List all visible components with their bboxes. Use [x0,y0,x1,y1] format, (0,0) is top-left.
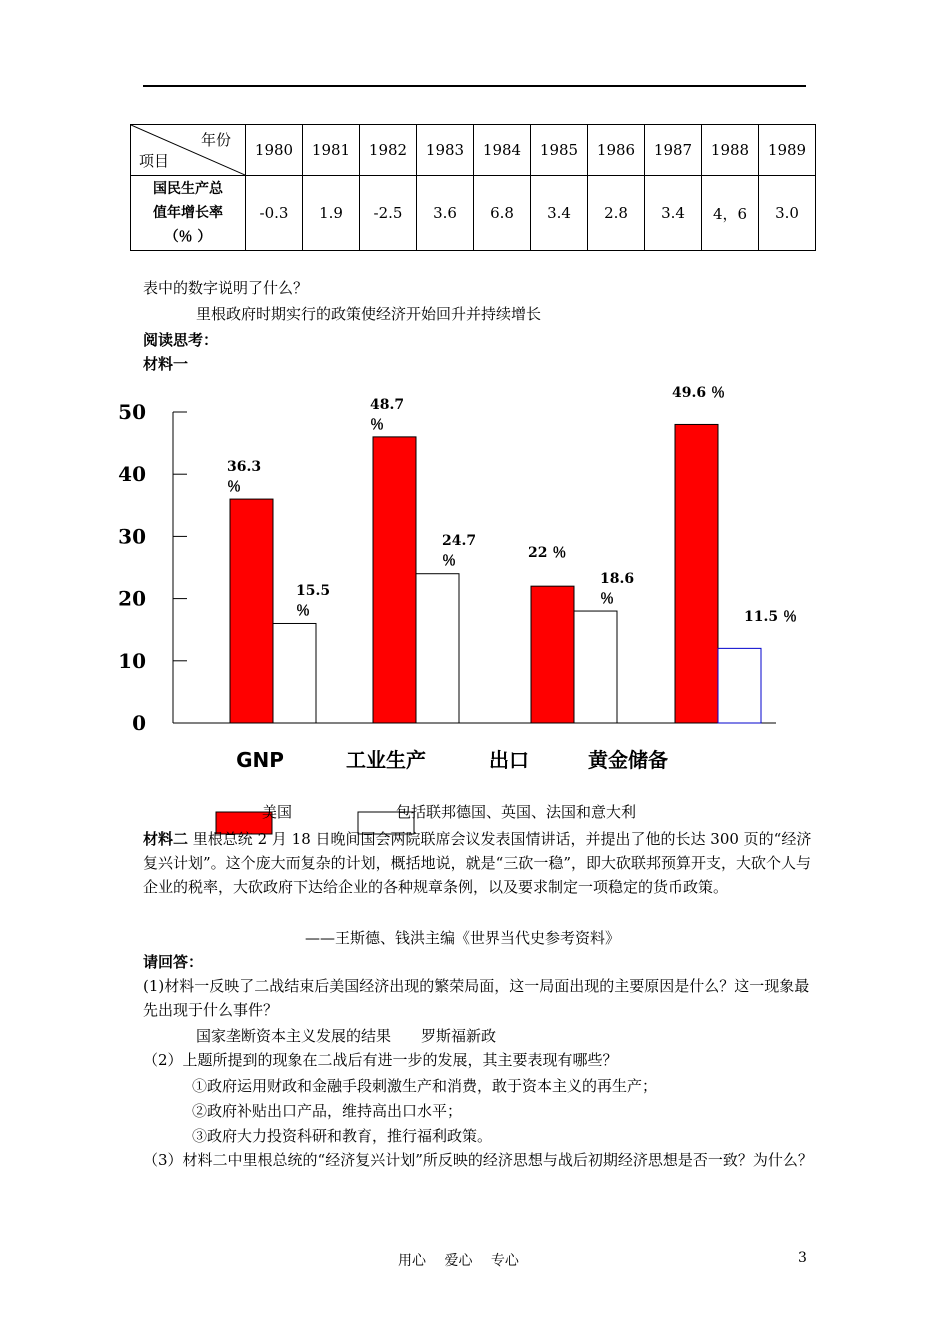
answer-heading: 请回答： [143,953,204,971]
bar-usa [373,437,416,723]
value-cell: 3.6 [417,176,474,251]
y-tick-label: 50 [118,400,146,424]
value-cell: 3.0 [759,176,816,251]
year-cell: 1981 [303,125,360,176]
material2-label: 材料二 [143,830,189,848]
table-header-row [131,125,816,176]
bar-europe [718,648,761,723]
header-item: 项目 [139,152,170,170]
legend-label-usa: 美国 [262,803,293,821]
answer-table: 里根政府时期实行的政策使经济开始回升并持续增长 [196,305,542,323]
value-cell: -2.5 [360,176,417,251]
question-3: （3）材料二中里根总统的“经济复兴计划”所反映的经济思想与战后初期经济思想是否一致？为什么？ [143,1151,813,1169]
data-label: 48.7 ％ [370,397,405,433]
year-cell: 1984 [474,125,531,176]
y-tick-label: 20 [118,586,146,611]
value-cell: 1.9 [303,176,360,251]
material2-source: ——王斯德、钱洪主编《世界当代史参考资料》 [305,929,621,947]
legend-label-europe: 包括联邦德国、英国、法国和意大利 [396,803,637,821]
value-cell: 6.8 [474,176,531,251]
bar-europe [416,574,459,723]
value-cell: 3.4 [645,176,702,251]
answer-2-item: ②政府补贴出口产品，维持高出口水平； [192,1102,463,1120]
material1-heading: 材料一 [143,355,189,373]
value-cell: 2.8 [588,176,645,251]
data-label: 49.6 ％ [672,385,725,401]
bar-usa [531,586,574,723]
year-cell: 1986 [588,125,645,176]
category-label: GNP [236,748,284,772]
data-label: 18.6 ％ [600,571,635,607]
data-label: 11.5 ％ [744,609,797,625]
header-rule [143,85,806,87]
bar-europe [273,623,316,723]
year-cell: 1982 [360,125,417,176]
category-label: 黄金储备 [588,748,668,772]
year-cell: 1983 [417,125,474,176]
year-cell: 1987 [645,125,702,176]
growth-table [130,124,816,251]
y-tick-label: 0 [132,711,146,735]
material2 [143,827,823,899]
question-table: 表中的数字说明了什么？ [143,279,309,297]
value-cell: 3.4 [531,176,588,251]
reading-heading: 阅读思考： [143,331,219,349]
row-label: 国民生产总 值年增长率 （％ ） [131,176,246,251]
bar-usa [675,424,718,723]
header-year: 年份 [200,131,231,149]
page-number: 3 [798,1250,807,1266]
y-tick-label: 10 [118,648,146,673]
category-label: 出口 [489,748,529,772]
data-label: 15.5 ％ [296,583,331,619]
year-cell: 1988 [702,125,759,176]
y-tick-label: 40 [118,462,146,487]
year-cell: 1989 [759,125,816,176]
data-label: 24.7 ％ [442,533,477,569]
footer-motto: 用心 爱心 专心 [398,1253,519,1269]
table-data-row [131,176,816,251]
bar-europe [574,611,617,723]
bar-chart [100,375,820,835]
year-cell: 1985 [531,125,588,176]
question-2: （2）上题所提到的现象在二战后有进一步的发展，其主要表现有哪些？ [143,1051,618,1069]
category-label: 工业生产 [346,748,426,772]
answer-1: 国家垄断资本主义发展的结果 罗斯福新政 [196,1027,497,1045]
data-label: 36.3 ％ [227,459,262,495]
diagonal-header-cell [131,125,246,176]
year-cell: 1980 [246,125,303,176]
value-cell: -0.3 [246,176,303,251]
material2-text: 里根总统 2 月 18 日晚间国会两院联席会议发表国情讲话，并提出了他的长达 300 页的“经济复兴计划”。这个庞大而复杂的计划，概括地说，就是“三砍一稳”，即大砍联邦预算开支，大砍个人与企业的税率，大砍政府下达给企业的各种规章条例，以及要求制定一项稳定的货币政策。 [143,830,812,896]
y-tick-label: 30 [118,524,146,549]
data-label: 22 ％ [528,545,567,561]
value-cell: 4，6 [702,176,759,251]
bar-usa [230,499,273,723]
question-1: (1)材料一反映了二战结束后美国经济出现的繁荣局面，这一局面出现的主要原因是什么？这一现象最先出现于什么事件？ [143,977,810,1019]
answer-2-item: ③政府大力投资科研和教育，推行福利政策。 [192,1127,493,1145]
answer-2-item: ①政府运用财政和金融手段刺激生产和消费，敢于资本主义的再生产； [192,1077,658,1095]
